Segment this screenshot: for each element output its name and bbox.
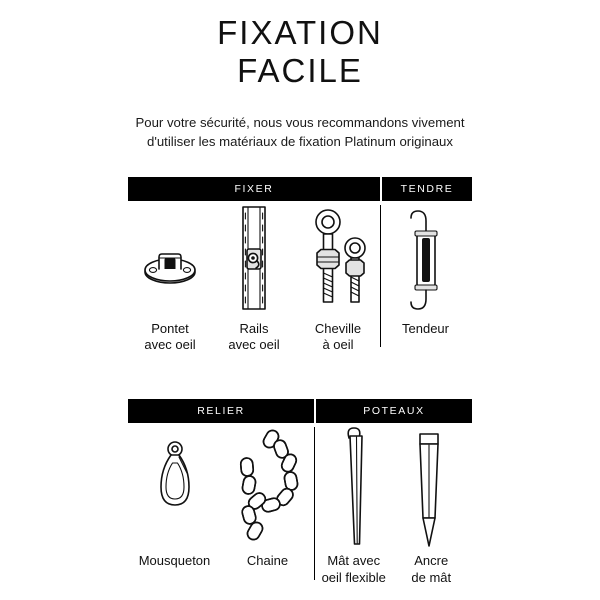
section-relier-poteaux [128,399,472,586]
caption-line-2: avec oeil [144,337,196,353]
item-rails-avec-oeil [212,201,296,354]
title-line-1: FIXATION [217,14,383,51]
header-poteaux: POTEAUX [363,405,425,418]
caption-mat-avec-oeil-flexible [322,553,386,586]
caption-line-2: oeil flexible [321,569,386,585]
caption-line-1: Rails [239,320,269,336]
group-tendre [381,201,470,354]
carabiner-icon [145,423,205,551]
item-ancre-de-mat [393,423,471,586]
flexible-eye-pole-icon [326,423,382,551]
caption-cheville [315,321,361,354]
item-pontet-avec-oeil [128,201,212,354]
item-chaine [221,423,314,586]
group-fixer [128,201,380,354]
caption-pontet [144,321,195,354]
caption-ancre-de-mat [411,553,451,586]
caption-tendeur [402,321,449,337]
header-fixer: FIXER [234,182,274,195]
caption-mousqueton [139,553,211,569]
group-poteaux [315,423,470,586]
rail-with-eye-icon [223,201,285,319]
caption-line-1: Ancre [414,553,449,569]
item-cheville-a-oeil [296,201,380,354]
item-mat-avec-oeil-flexible [315,423,393,586]
intro-line-1: Pour votre sécurité, nous vous recommandons vivement [135,114,465,130]
group-relier [128,423,314,586]
chain-icon [225,423,311,551]
section-1-header-bar [128,177,472,201]
section-2-body [128,423,472,586]
caption-line-2: avec oeil [228,337,280,353]
caption-chaine [247,553,288,569]
caption-line-1: Mât avec [327,553,381,569]
caption-line-2: de mât [411,569,452,585]
pole-anchor-icon [403,423,459,551]
item-tendeur [381,201,470,354]
caption-rails [228,321,279,354]
header-relier: RELIER [197,405,245,418]
caption-line-1: Cheville [314,320,362,336]
turnbuckle-icon [396,201,456,319]
page-title [0,0,600,91]
caption-line-1: Chaine [246,553,289,569]
caption-line-1: Mousqueton [138,553,211,569]
intro-line-2: d'utiliser les matériaux de fixation Platinum originaux [147,133,453,149]
caption-line-2: à oeil [322,337,354,353]
eye-bolt-icon [298,201,378,319]
section-2-header-bar [128,399,472,423]
item-mousqueton [128,423,221,586]
title-line-2: FACILE [237,52,363,90]
section-fixer-tendre [128,177,472,354]
eye-plate-icon [134,201,206,319]
header-tendre: TENDRE [400,182,454,195]
caption-line-1: Tendeur [402,320,449,336]
caption-line-1: Pontet [151,320,189,336]
intro-paragraph [0,113,600,151]
section-1-body [128,201,472,354]
